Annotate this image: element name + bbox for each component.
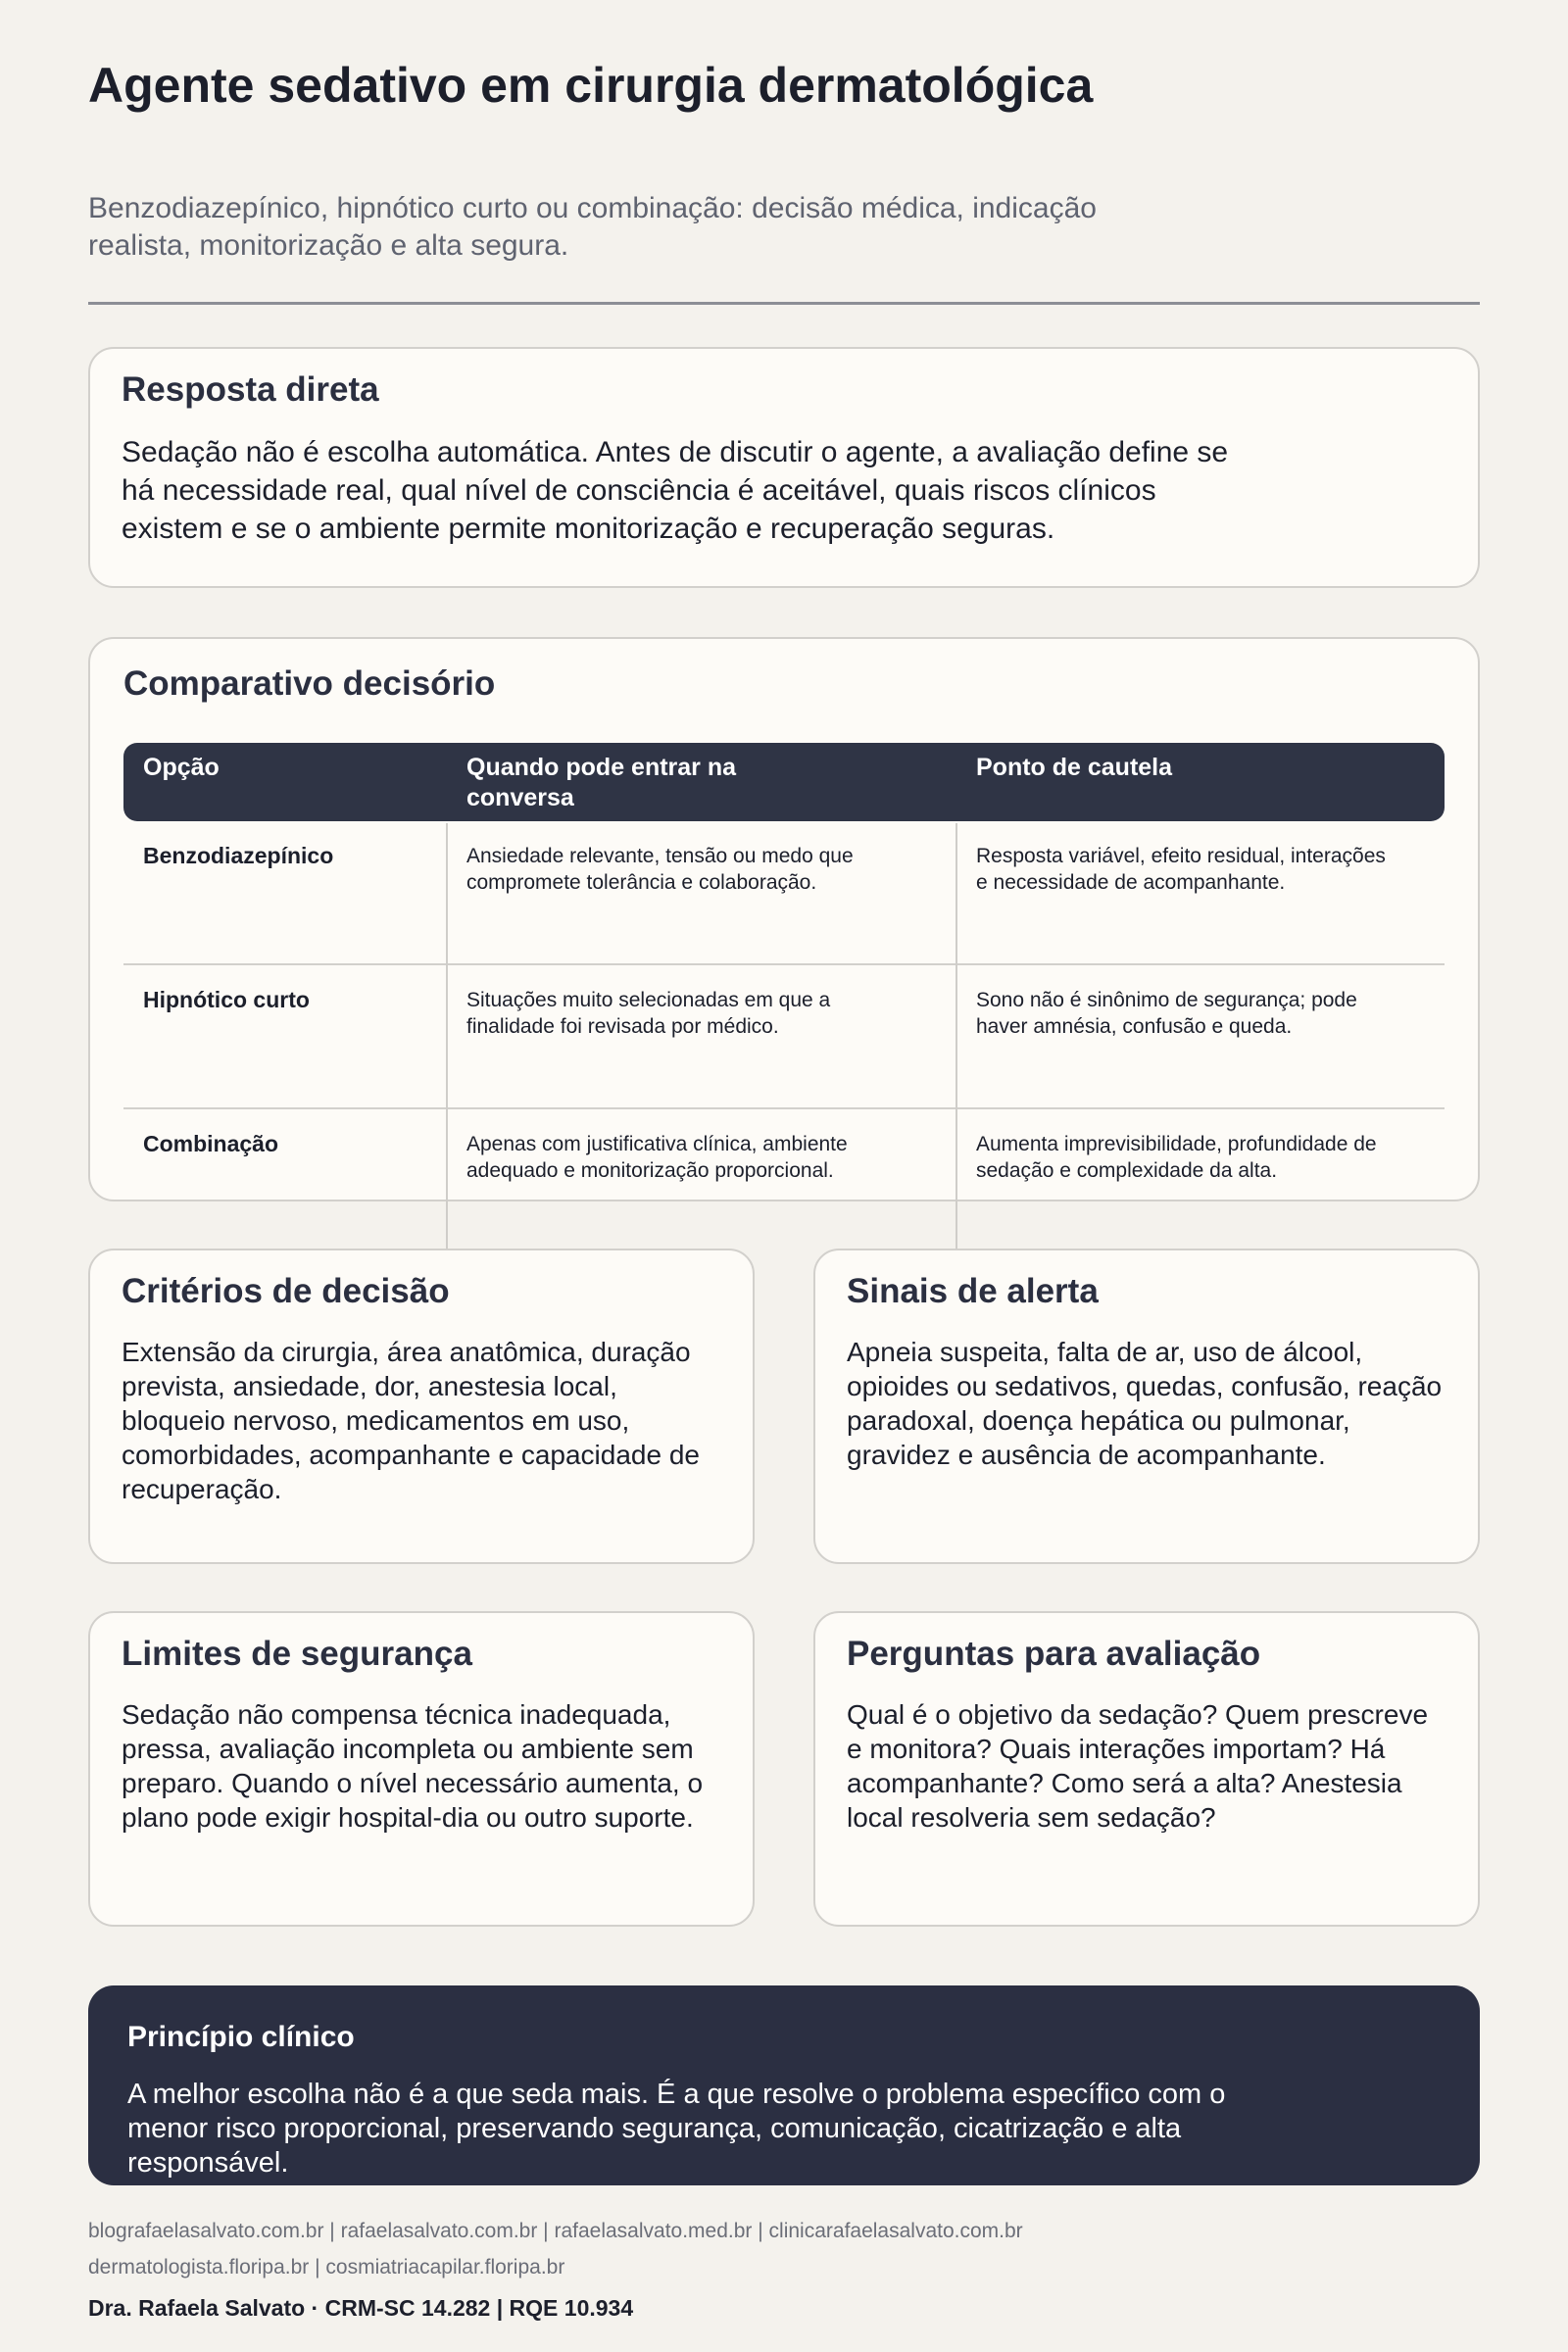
direct-answer-card — [88, 347, 1480, 588]
table-row — [123, 821, 1445, 965]
questions-card — [813, 1611, 1480, 1927]
criteria-heading: Critérios de decisão — [122, 1272, 450, 1310]
limits-heading: Limites de segurança — [122, 1635, 472, 1673]
header-divider — [88, 302, 1480, 305]
comparison-heading: Comparativo decisório — [123, 664, 496, 703]
principle-heading: Princípio clínico — [127, 2021, 355, 2053]
footer-signature: Dra. Rafaela Salvato · CRM-SC 14.282 | RQE 10.934 — [88, 2295, 634, 2321]
table-header — [123, 743, 1445, 821]
table-row — [123, 1109, 1445, 1251]
row-caution: Aumenta imprevisibilidade, profundidade de sedação e complexidade da alta. — [976, 1133, 1377, 1182]
row-when: Situações muito selecionadas em que a finalidade foi revisada por médico. — [466, 989, 831, 1038]
row-option: Benzodiazepínico — [143, 843, 334, 868]
limits-card — [88, 1611, 755, 1927]
column-divider — [446, 823, 448, 1249]
direct-answer-text: Sedação não é escolha automática. Antes de discutir o agente, a avaliação define se há necessidade real, qual nível de consciência é aceitável, quais riscos clínicos existem e se o ambiente permite monitorização e recuperação seguras. — [122, 436, 1229, 545]
questions-heading: Perguntas para avaliação — [847, 1635, 1261, 1673]
page-subtitle: Benzodiazepínico, hipnótico curto ou combinação: decisão médica, indicação realista, monitorização e alta segura. — [88, 192, 1097, 262]
row-when: Apenas com justificativa clínica, ambiente adequado e monitorização proporcional. — [466, 1133, 848, 1182]
alerts-card — [813, 1249, 1480, 1564]
column-header-caution: Ponto de cautela — [976, 754, 1173, 781]
comparison-card — [88, 637, 1480, 1201]
alerts-heading: Sinais de alerta — [847, 1272, 1099, 1310]
table-row — [123, 965, 1445, 1109]
criteria-card — [88, 1249, 755, 1564]
direct-answer-heading: Resposta direta — [122, 370, 379, 409]
criteria-text: Extensão da cirurgia, área anatômica, duração prevista, ansiedade, dor, anestesia local, bloqueio nervoso, medicamentos em uso, comorbidades, acompanhante e capacidade de recuperação. — [122, 1337, 700, 1504]
alerts-text: Apneia suspeita, falta de ar, uso de álcool, opioides ou sedativos, quedas, confusão, reação paradoxal, doença hepática ou pulmonar, gravidez e ausência de acompanhante. — [847, 1337, 1443, 1470]
principle-banner — [88, 1985, 1480, 2185]
comparison-table — [123, 743, 1445, 1251]
row-when: Ansiedade relevante, tensão ou medo que compromete tolerância e colaboração. — [466, 845, 854, 894]
limits-text: Sedação não compensa técnica inadequada, pressa, avaliação incompleta ou ambiente sem preparo. Quando o nível necessário aumenta, o plano pode exigir hospital-dia ou outro suporte. — [122, 1699, 704, 1833]
footer-links-line2: dermatologista.floripa.br | cosmiatriacapilar.floripa.br — [88, 2256, 565, 2278]
row-option: Combinação — [143, 1131, 279, 1156]
column-header-option: Opção — [143, 754, 220, 781]
page-title: Agente sedativo em cirurgia dermatológica — [88, 58, 1094, 113]
column-header-when: Quando pode entrar na conversa — [466, 754, 737, 811]
footer-links-line1: blografaelasalvato.com.br | rafaelasalvato.com.br | rafaelasalvato.med.br | clinicarafaelasalvato.com.br — [88, 2220, 1023, 2242]
questions-text: Qual é o objetivo da sedação? Quem prescreve e monitora? Quais interações importam? Há acompanhante? Como será a alta? Anestesia local resolveria sem sedação? — [847, 1699, 1429, 1833]
row-caution: Sono não é sinônimo de segurança; pode haver amnésia, confusão e queda. — [976, 989, 1357, 1038]
principle-text: A melhor escolha não é a que seda mais. É a que resolve o problema específico com o menor risco proporcional, preservando segurança, comunicação, cicatrização e alta responsável. — [127, 2079, 1226, 2179]
row-caution: Resposta variável, efeito residual, interações e necessidade de acompanhante. — [976, 845, 1386, 894]
row-option: Hipnótico curto — [143, 987, 310, 1012]
column-divider — [956, 823, 957, 1249]
